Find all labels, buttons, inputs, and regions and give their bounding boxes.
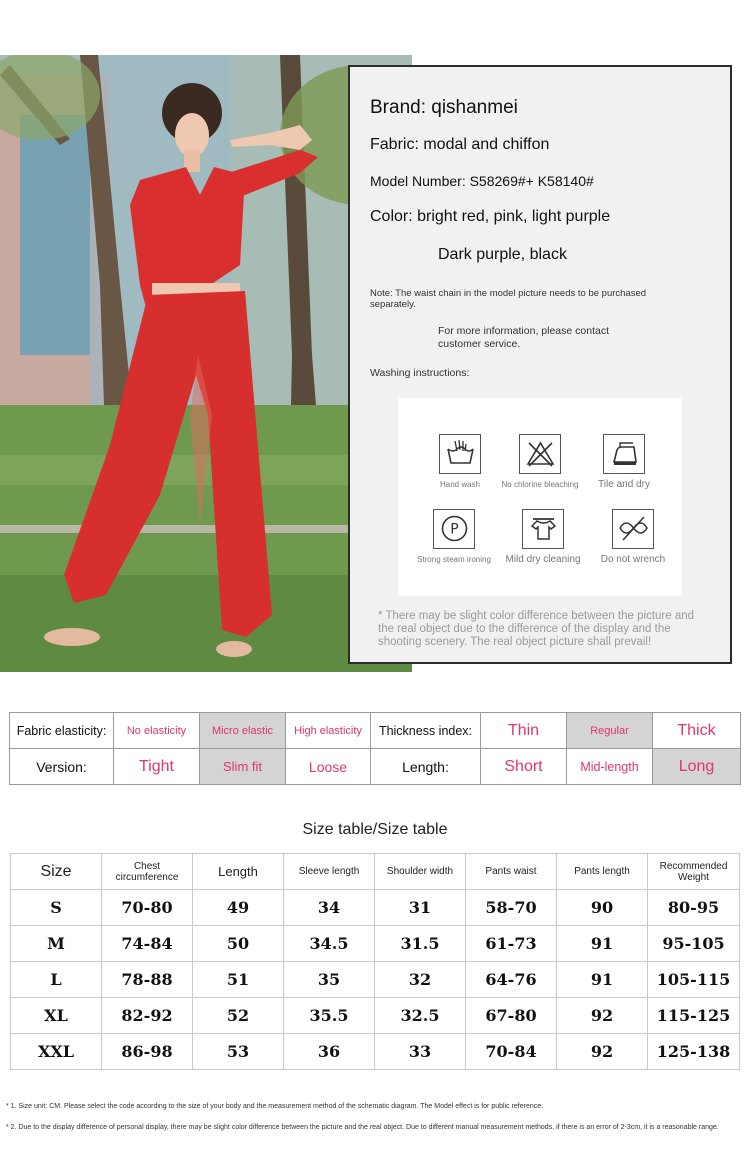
- weight-cell: 80-95: [648, 890, 740, 926]
- steam-ironing-label: Strong steam ironing: [417, 555, 491, 564]
- product-info-panel: [348, 65, 732, 664]
- header-pants-length: Pants length: [557, 854, 648, 890]
- waist-chain-note: Note: The waist chain in the model picture needs to be purchased separately.: [370, 288, 647, 310]
- footnote-size-unit: * 1. Size unit: CM. Please select the code according to the size of your body and the measurement method of the schematic diagram. The Model effect is for public reference.: [6, 1103, 544, 1110]
- fabric-text: Fabric: modal and chiffon: [370, 136, 550, 153]
- length-cell: 49: [193, 890, 284, 926]
- shirt-hanging-icon: [522, 509, 564, 549]
- hand-wash-label: Hand wash: [439, 480, 481, 489]
- length-label: Length:: [371, 749, 481, 785]
- sleeve-cell: 35: [284, 962, 375, 998]
- table-row: [11, 1034, 740, 1070]
- sleeve-cell: 35.5: [284, 998, 375, 1034]
- version-slim-fit-selected: Slim fit: [200, 749, 286, 785]
- wash-item-hand-wash: [415, 434, 505, 490]
- sleeve-cell: 34.5: [284, 926, 375, 962]
- chest-cell: 74-84: [102, 926, 193, 962]
- waist-cell: 61-73: [466, 926, 557, 962]
- mild-dry-cleaning-label: Mild dry cleaning: [505, 554, 581, 565]
- size-table: [10, 853, 740, 1070]
- tile-dry-label: Tile and dry: [598, 479, 650, 490]
- size-header-row: [11, 854, 740, 890]
- no-bleach-icon: [519, 434, 561, 474]
- wash-item-tile-dry: [579, 434, 669, 490]
- elasticity-none: No elasticity: [114, 713, 200, 749]
- waist-cell: 58-70: [466, 890, 557, 926]
- chest-cell: 82-92: [102, 998, 193, 1034]
- size-cell: M: [11, 926, 102, 962]
- iron-icon: [603, 434, 645, 474]
- size-cell: XL: [11, 998, 102, 1034]
- shoulder-cell: 31.5: [375, 926, 466, 962]
- attr-row-2: [10, 749, 741, 785]
- version-tight: Tight: [114, 749, 200, 785]
- size-cell: L: [11, 962, 102, 998]
- thickness-thin: Thin: [481, 713, 567, 749]
- length-cell: 50: [193, 926, 284, 962]
- chest-cell: 86-98: [102, 1034, 193, 1070]
- weight-cell: 95-105: [648, 926, 740, 962]
- color-text: Color: bright red, pink, light purple: [370, 208, 611, 225]
- washing-instructions-title: Washing instructions:: [370, 367, 470, 379]
- color-difference-disclaimer: * There may be slight color difference between the picture and the real object due to the difference of the display and the shooting scenery. The real object picture shall prevail!: [378, 610, 695, 648]
- header-length: Length: [193, 854, 284, 890]
- wash-item-no-bleach: [495, 434, 585, 490]
- thickness-label: Thickness index:: [371, 713, 481, 749]
- more-info-text: For more information, please contact customer service.: [438, 325, 609, 350]
- weight-cell: 125-138: [648, 1034, 740, 1070]
- elasticity-high: High elasticity: [286, 713, 371, 749]
- waist-cell: 70-84: [466, 1034, 557, 1070]
- weight-cell: 115-125: [648, 998, 740, 1034]
- thickness-thick: Thick: [653, 713, 741, 749]
- table-row: [11, 962, 740, 998]
- pants-length-cell: 91: [557, 962, 648, 998]
- chest-cell: 78-88: [102, 962, 193, 998]
- sleeve-cell: 36: [284, 1034, 375, 1070]
- attr-row-1: [10, 713, 741, 749]
- shoulder-cell: 32.5: [375, 998, 466, 1034]
- table-row: [11, 998, 740, 1034]
- header-size: Size: [11, 854, 102, 890]
- fabric-attributes-table: [9, 712, 741, 785]
- header-sleeve: Sleeve length: [284, 854, 375, 890]
- size-cell: S: [11, 890, 102, 926]
- no-wring-label: Do not wrench: [600, 554, 666, 565]
- table-row: [11, 890, 740, 926]
- waist-cell: 64-76: [466, 962, 557, 998]
- header-chest: Chest circumference: [102, 854, 193, 890]
- chest-cell: 70-80: [102, 890, 193, 926]
- no-bleach-label: No chlorine bleaching: [501, 480, 579, 489]
- pants-length-cell: 92: [557, 1034, 648, 1070]
- size-table-title: Size table/Size table: [302, 821, 448, 838]
- length-cell: 51: [193, 962, 284, 998]
- wash-item-steam-ironing: [409, 509, 499, 565]
- length-short: Short: [481, 749, 567, 785]
- waist-cell: 67-80: [466, 998, 557, 1034]
- footnote-color-difference: * 2. Due to the display difference of personal display, there may be slight color difference between the picture and the real object. Due to different manual measurement methods, if there is an error of 2-3cm, it is a reasonable range.: [6, 1124, 719, 1131]
- hand-wash-icon: [439, 434, 481, 474]
- shoulder-cell: 31: [375, 890, 466, 926]
- header-shoulder: Shoulder width: [375, 854, 466, 890]
- pants-length-cell: 91: [557, 926, 648, 962]
- thickness-regular-selected: Regular: [567, 713, 653, 749]
- header-pants-waist: Pants waist: [466, 854, 557, 890]
- color-text-line2: Dark purple, black: [438, 246, 567, 263]
- length-cell: 53: [193, 1034, 284, 1070]
- no-wring-icon: [612, 509, 654, 549]
- wash-item-mild-dry-cleaning: [498, 509, 588, 565]
- pants-length-cell: 90: [557, 890, 648, 926]
- version-label: Version:: [10, 749, 114, 785]
- length-long-selected: Long: [653, 749, 741, 785]
- shoulder-cell: 33: [375, 1034, 466, 1070]
- dry-clean-p-icon: [433, 509, 475, 549]
- length-mid: Mid-length: [567, 749, 653, 785]
- shoulder-cell: 32: [375, 962, 466, 998]
- svg-text:P: P: [449, 521, 459, 538]
- size-cell: XXL: [11, 1034, 102, 1070]
- table-row: [11, 926, 740, 962]
- model-number-text: Model Number: S58269#+ K58140#: [370, 173, 594, 189]
- wash-item-no-wring: [588, 509, 678, 565]
- washing-icons-box: [398, 398, 682, 596]
- header-weight: Recommended Weight: [648, 854, 740, 890]
- length-cell: 52: [193, 998, 284, 1034]
- pants-length-cell: 92: [557, 998, 648, 1034]
- sleeve-cell: 34: [284, 890, 375, 926]
- weight-cell: 105-115: [648, 962, 740, 998]
- version-loose: Loose: [286, 749, 371, 785]
- elasticity-micro-selected: Micro elastic: [200, 713, 286, 749]
- elasticity-label: Fabric elasticity:: [10, 713, 114, 749]
- brand-text: Brand: qishanmei: [370, 97, 518, 118]
